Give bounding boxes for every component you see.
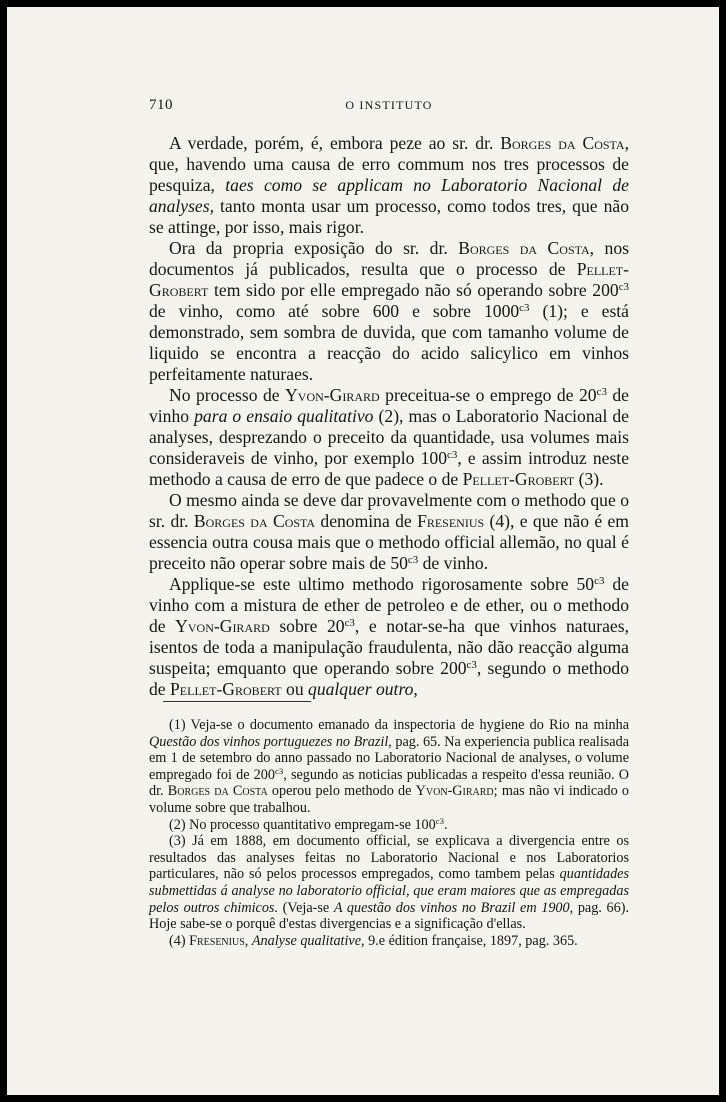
italic-text: taes como se applicam no Laboratorio Nacional de analyses, — [149, 175, 629, 216]
italic-text: quantidades submettidas á analyse no laboratorio official, que eram maiores que as empregadas pelos outros chimicos. — [149, 866, 629, 916]
text-run: (4) — [169, 932, 190, 949]
paragraph — [149, 385, 629, 490]
small-caps-name: Pellet-Grobert — [462, 469, 575, 489]
text-run: operou pelo methodo de — [267, 783, 416, 800]
unit-superscript: c3 — [594, 575, 605, 587]
small-caps-name: Borges da Costa — [500, 133, 625, 153]
unit-superscript: c3 — [618, 281, 629, 293]
italic-text: A questão dos vinhos no Brazil em 1900, — [333, 899, 574, 916]
text-run: . — [444, 816, 448, 833]
footnote — [149, 933, 629, 950]
text-run: ou — [281, 679, 309, 699]
text-run: preceitua-se o emprego de 20 — [379, 385, 597, 405]
small-caps-name: Yvon-Girard — [415, 783, 494, 800]
unit-superscript: c3 — [274, 765, 284, 776]
italic-text: Questão dos vinhos portuguezes no Brazil, — [149, 733, 392, 750]
text-run: pag. 66). Hoje sabe-se o porquê d'estas divergencias e a significação d'ellas. — [149, 899, 630, 933]
text-run: (2), mas o Laboratorio Nacional de analyses, desprezando o preceito da quantidade, usa volumes mais consideraveis de vinho, por exemplo 100 — [149, 406, 629, 468]
page-header — [149, 97, 629, 119]
small-caps-name: Yvon-Girard — [285, 385, 380, 405]
text-run: A verdade, porém, é, embora peze ao sr. dr. — [169, 133, 501, 153]
text-run: (4), e que não é em essencia outra cousa mais que o methodo official allemão, no qual é preceito não operar sobre mais de 50 — [149, 511, 629, 573]
text-run: ; mas não vi indicado o volume sobre que trabalhou. — [149, 783, 629, 816]
unit-superscript: c3 — [344, 617, 355, 629]
small-caps-name: Fresenius — [417, 511, 485, 531]
paragraph — [149, 574, 629, 700]
body-text — [149, 133, 629, 700]
text-run: 9.e édition française, 1897, pag. 365. — [364, 932, 578, 949]
text-run: tem sido por elle empregado não só operando sobre 200 — [208, 280, 619, 300]
text-run: (2) No processo quantitativo empregam-se 100 — [169, 816, 436, 833]
text-run: de vinho. — [418, 553, 489, 573]
italic-text: qualquer outro, — [308, 679, 418, 699]
text-run: (3) Já em 1888, em documento official, se explicava a divergencia entre os resultados das analyses feitas no Laboratorio Nacional e nos Laboratorios particulares, não só pelos processos empregados, como tambem pelas — [149, 833, 629, 883]
text-run: , segundo as noticias publicadas a respeito d'essa reunião. O dr. — [149, 766, 629, 800]
small-caps-name: Borges da Costa — [193, 511, 316, 531]
text-run: tanto monta usar um processo, como todos tres, que não se attinge, por isso, mais rigor. — [149, 196, 629, 237]
paragraph — [149, 238, 629, 385]
running-head: O INSTITUTO — [345, 98, 433, 112]
footnote — [149, 833, 629, 933]
text-run: , — [244, 932, 252, 949]
text-run: (1) Veja-se o documento emanado da inspectoria de hygiene do Rio na minha — [169, 717, 629, 733]
text-run: (Veja-se — [278, 899, 334, 916]
small-caps-name: Borges da Costa — [167, 783, 268, 800]
text-run: O mesmo ainda se deve dar provavelmente com o methodo que o sr. dr. — [149, 490, 629, 531]
text-run: , e notar-se-ha que vinhos naturaes, isentos de toda a manipulação fraudulenta, não dão reacção alguma suspeita; emquanto que operando sobre 200 — [149, 616, 629, 678]
text-run: Ora da propria exposição do sr. dr. — [169, 238, 459, 258]
text-run: No processo de — [169, 385, 286, 405]
footnotes — [149, 717, 629, 949]
paragraph — [149, 490, 629, 574]
text-run: de vinho, como até sobre 600 e sobre 1000 — [149, 301, 520, 321]
text-run: , segundo o methodo de — [149, 658, 629, 699]
text-run: pag. 65. Na experiencia publica realisada em 1 de setembro do anno passado no Laboratorio Nacional de analyses, o volume empregado foi de 200 — [149, 733, 629, 783]
unit-superscript: c3 — [435, 815, 445, 826]
text-run: (1); e está demonstrado, sem sombra de duvida, que com tamanho volume de liquido se encontra a reacção do acido salicylico em vinhos perfeitamente naturaes. — [149, 301, 629, 384]
unit-superscript: c3 — [447, 449, 458, 461]
text-run: , e assim introduz neste methodo a causa de erro de que padece o de — [149, 448, 629, 489]
small-caps-name: Borges da Costa — [458, 238, 590, 258]
small-caps-name: Fresenius — [189, 932, 245, 949]
text-run: denomina de — [315, 511, 418, 531]
unit-superscript: c3 — [407, 554, 419, 566]
text-run: , que, havendo uma causa de erro commum nos tres processos de pesquiza, — [149, 133, 629, 195]
text-run: de vinho com a mistura de ether de petroleo e de ether, ou o methodo de — [149, 574, 629, 636]
italic-text: para o ensaio qualitativo — [194, 406, 374, 426]
text-run: Applique-se este ultimo methodo rigorosamente sobre 50 — [169, 574, 595, 594]
unit-superscript: c3 — [519, 302, 530, 314]
italic-text: Analyse qualitative, — [251, 932, 365, 949]
text-run: sobre 20 — [269, 616, 345, 636]
book-page — [7, 7, 719, 1095]
small-caps-name: Pellet-Grobert — [149, 259, 629, 300]
small-caps-name: Yvon-Girard — [175, 616, 270, 636]
page-number: 710 — [149, 97, 173, 113]
text-run: , nos documentos já publicados, resulta que o processo de — [149, 238, 629, 279]
footnote-divider — [163, 701, 311, 702]
footnote — [149, 717, 629, 817]
paragraph — [149, 133, 629, 238]
unit-superscript: c3 — [596, 386, 607, 398]
unit-superscript: c3 — [466, 659, 477, 671]
text-run: (3). — [574, 469, 604, 489]
small-caps-name: Pellet-Grobert — [170, 679, 282, 699]
footnote — [149, 817, 629, 834]
text-run: de vinho — [149, 385, 629, 426]
